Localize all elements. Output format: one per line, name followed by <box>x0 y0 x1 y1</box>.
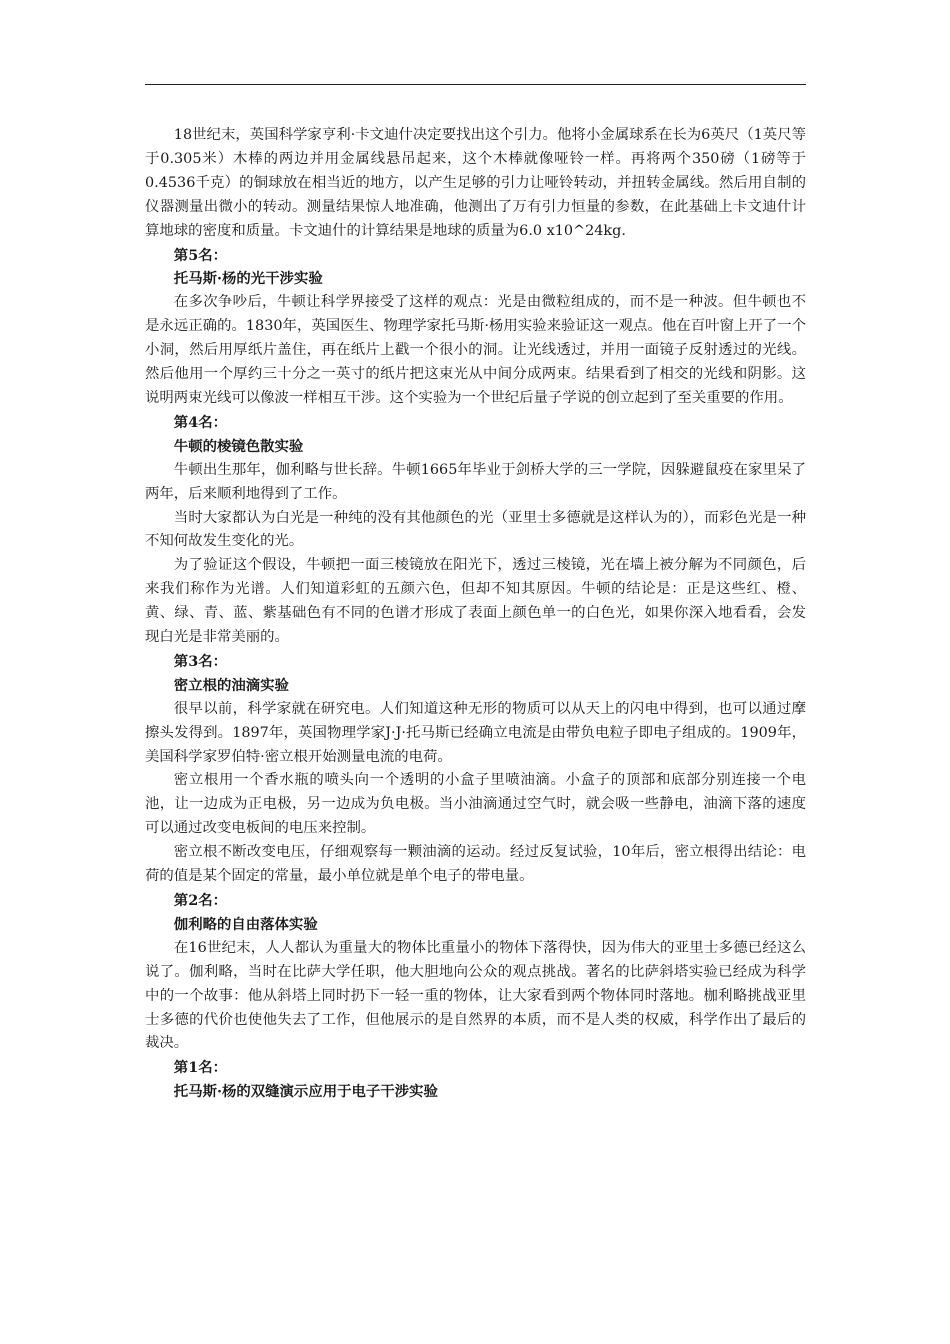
rank-4-title: 牛顿的棱镜色散实验 <box>173 437 304 455</box>
paragraph-millikan-2: 密立根用一个香水瓶的喷头向一个透明的小盒子里喷油滴。小盒子的顶部和底部分别连接一个电池，让一边成为正电极，另一边成为负电极。当小油滴通过空气时，就会吸一些静电，油滴下落的速度可以通过改变电板间的电压来控制。 <box>145 772 806 837</box>
paragraph-newton-1: 牛顿出生那年，伽利略与世长辞。牛顿1665年毕业于剑桥大学的三一学院，因躲避鼠疫在家里呆了两年，后来顺利地得到了工作。 <box>145 461 806 502</box>
rank-1-title: 托马斯·杨的双缝演示应用于电子干涉实验 <box>173 1083 438 1101</box>
rank-4-label: 第4名： <box>173 413 227 431</box>
paragraph-millikan-3: 密立根不断改变电压，仔细观察每一颗油滴的运动。经过反复试验，10年后，密立根得出结论：电荷的值是某个固定的常量，最小单位就是单个电子的带电量。 <box>145 844 806 885</box>
paragraph-newton-2: 当时大家都认为白光是一种纯的没有其他颜色的光（亚里士多德就是这样认为的），而彩色光是一种不知何故发生变化的光。 <box>145 509 806 550</box>
paragraph-millikan-1: 很早以前，科学家就在研究电。人们知道这种无形的物质可以从天上的闪电中得到，也可以通过摩擦头发得到。1897年，英国物理学家J·J·托马斯已经确立电流是由带负电粒子即电子组成的。1909年，美国科学家罗伯特·密立根开始测量电流的电荷。 <box>145 700 806 765</box>
document-body <box>145 124 806 1104</box>
rank-5-label: 第5名： <box>173 246 227 264</box>
paragraph-galileo: 在16世纪末，人人都认为重量大的物体比重量小的物体下落得快，因为伟大的亚里士多德已经这么说了。伽利略，当时在比萨大学任职，他大胆地向公众的观点挑战。著名的比萨斜塔实验已经成为科学中的一个故事：他从斜塔上同时扔下一轻一重的物体，让大家看到两个物体同时落地。枷利略挑战亚里士多德的代价也使他失去了工作，但他展示的是自然界的本质，而不是人类的权威，科学作出了最后的裁决。 <box>145 939 806 1052</box>
paragraph-young-interference: 在多次争吵后，牛顿让科学界接受了这样的观点：光是由微粒组成的，而不是一种波。但牛顿也不是永远正确的。1830年，英国医生、物理学家托马斯·杨用实验来验证这一观点。他在百叶窗上开了一个小洞，然后用厚纸片盖住，再在纸片上戳一个很小的洞。让光线透过，并用一面镜子反射透过的光线。然后他用一个厚约三十分之一英寸的纸片把这束光从中间分成两束。结果看到了相交的光线和阴影。这说明两束光线可以像波一样相互干涉。这个实验为一个世纪后量子学说的创立起到了至关重要的作用。 <box>145 294 806 406</box>
rank-3-title: 密立根的油滴实验 <box>173 676 289 694</box>
rank-2-title: 伽利略的自由落体实验 <box>173 915 318 933</box>
rank-1-label: 第1名： <box>173 1059 227 1077</box>
rank-3-label: 第3名： <box>173 652 227 670</box>
rank-2-label: 第2名： <box>173 892 227 909</box>
header-rule <box>145 84 806 85</box>
rank-5-title: 托马斯·杨的光干涉实验 <box>173 270 323 288</box>
paragraph-newton-3: 为了验证这个假设，牛顿把一面三棱镜放在阳光下，透过三棱镜，光在墙上被分解为不同颜色，后来我们称作为光谱。人们知道彩虹的五颜六色，但却不知其原因。牛顿的结论是：正是这些红、橙、黄、绿、青、蓝、紫基础色有不同的色谱才形成了表面上颜色单一的白色光，如果你深入地看看，会发现白光是非常美丽的。 <box>145 557 806 646</box>
paragraph-cavendish: 18世纪末，英国科学家亨利·卡文迪什决定要找出这个引力。他将小金属球系在长为6英尺（1英尺等于0.305米）木棒的两边并用金属线悬吊起来，这个木棒就像哑铃一样。再将两个350磅（1磅等于0.4536千克）的铜球放在相当近的地方，以产生足够的引力让哑铃转动，并扭转金属线。然后用自制的仪器测量出微小的转动。测量结果惊人地准确，他测出了万有引力恒量的参数，在此基础上卡文迪什计算地球的密度和质量。卡文迪什的计算结果是地球的质量为6.0 x10^24kg. <box>145 127 806 239</box>
